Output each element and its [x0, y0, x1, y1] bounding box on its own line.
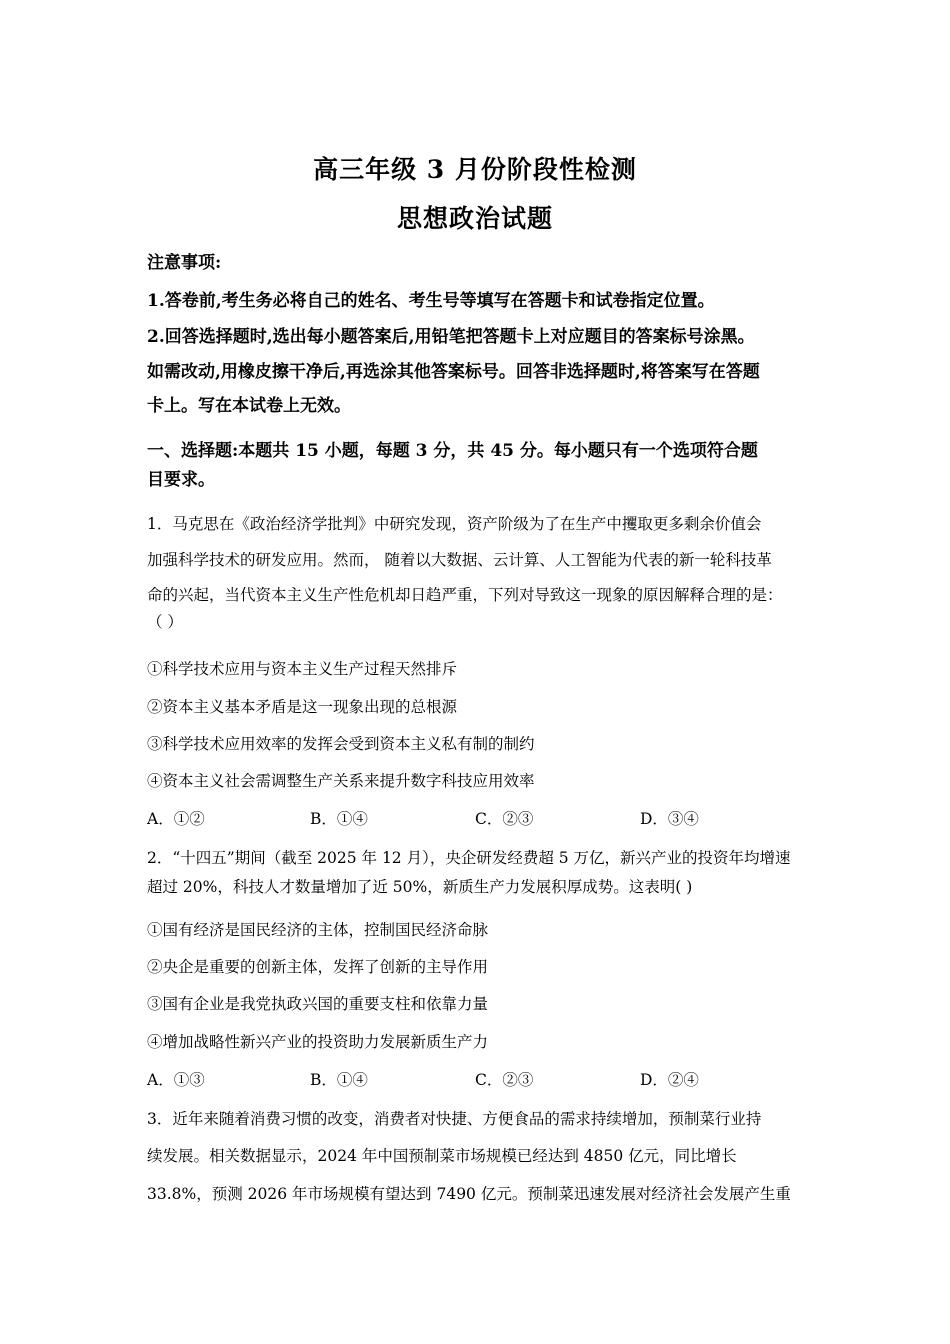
q3-stem-line: 续发展。相关数据显示，2024 年中国预制菜市场规模已经达到 4850 亿元，同比增长	[147, 1147, 737, 1165]
q2-statement: ①国有经济是国民经济的主体，控制国民经济命脉	[147, 921, 489, 939]
q2-statement: ③国有企业是我党执政兴国的重要支柱和依靠力量	[147, 995, 489, 1013]
q1-statement: ④资本主义社会需调整生产关系来提升数字科技应用效率	[147, 772, 535, 790]
q2-option-a: A．①③	[147, 1071, 205, 1089]
notice-item-1: 1.答卷前,考生务必将自己的姓名、考生号等填写在答题卡和试卷指定位置。	[147, 291, 715, 311]
page-subtitle: 思想政治试题	[396, 204, 553, 233]
q1-option-c: C．②③	[475, 810, 534, 828]
q2-option-d: D．②④	[640, 1071, 699, 1089]
q2-statement: ②央企是重要的创新主体，发挥了创新的主导作用	[147, 958, 489, 976]
q3-stem-line: 33.8%，预测 2026 年市场规模有望达到 7490 亿元。预制菜迅速发展对经济社会发展产生重	[147, 1185, 791, 1203]
q2-option-c: C．②③	[475, 1071, 534, 1089]
section-heading-line-1: 一、选择题:本题共 15 小题，每题 3 分，共 45 分。每小题只有一个选项符合题	[147, 441, 758, 461]
notice-item-2-line-2: 如需改动,用橡皮擦干净后,再选涂其他答案标号。回答非选择题时,将答案写在答题	[147, 362, 760, 382]
q1-stem-line: 1．马克思在《政治经济学批判》中研究发现，资产阶级为了在生产中攫取更多剩余价值会	[147, 515, 762, 533]
q1-option-a: A．①②	[147, 810, 205, 828]
q1-statement: ①科学技术应用与资本主义生产过程天然排斥	[147, 660, 458, 678]
q2-option-b: B．①④	[310, 1071, 368, 1089]
q2-statement: ④增加战略性新兴产业的投资助力发展新质生产力	[147, 1033, 489, 1051]
q1-option-b: B．①④	[310, 810, 368, 828]
notice-item-2-line-3: 卡上。写在本试卷上无效。	[147, 396, 351, 416]
page-title: 高三年级 3 月份阶段性检测	[313, 155, 637, 184]
q3-stem-line: 3．近年来随着消费习惯的改变，消费者对快捷、方便食品的需求持续增加，预制菜行业持	[147, 1110, 762, 1128]
q1-statement: ③科学技术应用效率的发挥会受到资本主义私有制的制约	[147, 735, 535, 753]
notice-item-2-line-1: 2.回答选择题时,选出每小题答案后,用铅笔把答题卡上对应题目的答案标号涂黑。	[147, 327, 755, 347]
q1-stem-line: 加强科学技术的研发应用。然而， 随着以大数据、云计算、人工智能为代表的新一轮科技革	[147, 551, 772, 569]
q1-statement: ②资本主义基本矛盾是这一现象出现的总根源	[147, 698, 458, 716]
q2-stem-line: 超过 20%，科技人才数量增加了近 50%，新质生产力发展积厚成势。这表明( )	[147, 878, 693, 896]
q1-option-d: D．③④	[640, 810, 699, 828]
q1-stem-line: 命的兴起，当代资本主义生产性危机却日趋严重，下列对导致这一现象的原因解释合理的是：	[147, 586, 783, 604]
notice-heading: 注意事项:	[147, 253, 222, 273]
section-heading-line-2: 目要求。	[147, 470, 215, 490]
q2-stem-line: 2．“十四五”期间（截至 2025 年 12 月），央企研发经费超 5 万亿，新兴产业的投资年均增速	[147, 849, 791, 867]
q1-answer-blank: （ ）	[147, 613, 183, 631]
